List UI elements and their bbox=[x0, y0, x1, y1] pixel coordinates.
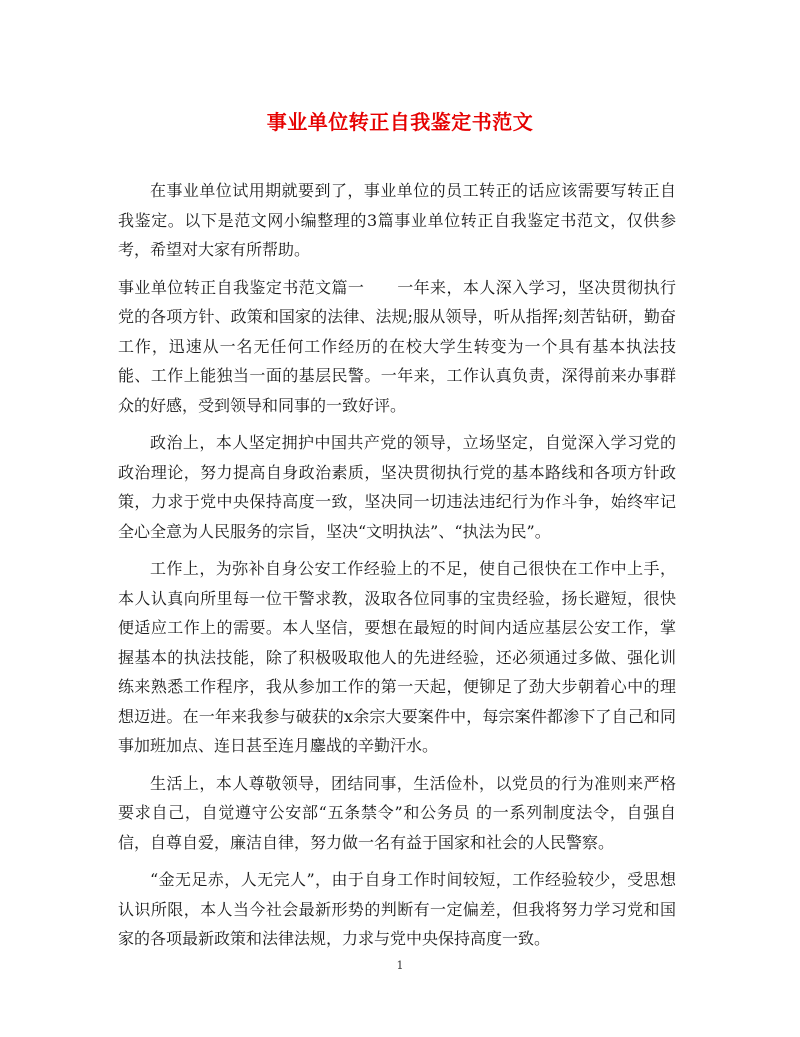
intro-paragraph: 在事业单位试用期就要到了，事业单位的员工转正的话应该需要写转正自我鉴定。以下是范文网小编整理的3篇事业单位转正自我鉴定书范文，仅供参考，希望对大家有所帮助。 bbox=[118, 181, 676, 259]
document-title: 事业单位转正自我鉴定书范文 bbox=[266, 110, 534, 134]
page-number: 1 bbox=[396, 959, 404, 972]
politics-paragraph: 政治上，本人坚定拥护中国共产党的领导，立场坚定，自觉深入学习党的政治理论，努力提高自身政治素质，坚决贯彻执行党的基本路线和各项方针政策，力求于党中央保持高度一致，坚决同一切违法违纪行为作斗争，始终牢记全心全意为人民服务的宗旨，坚决“文明执法”、“执法为民”。 bbox=[118, 433, 676, 541]
document-body bbox=[118, 176, 676, 954]
life-paragraph: 生活上，本人尊敬领导，团结同事，生活俭朴，以党员的行为准则来严格要求自己，自觉遵守公安部“五条禁令”和公务员 的一系列制度法令，自强自信，自尊自爱，廉洁自律，努力做一名有益于国家和社会的人民警察。 bbox=[118, 773, 676, 852]
section-one-paragraph: 事业单位转正自我鉴定书范文篇一 一年来，本人深入学习，坚决贯彻执行党的各项方针、政策和国家的法律、法规;服从领导，听从指挥;刻苦钻研，勤奋工作，迅速从一名无任何工作经历的在校大学生转变为一个具有基本执法技能、工作上能独当一面的基层民警。一年来，工作认真负责，深得前来办事群众的好感，受到领导和同事的一致好评。 bbox=[118, 277, 676, 415]
closing-paragraph: “金无足赤，人无完人”，由于自身工作时间较短，工作经验较少，受思想认识所限，本人当今社会最新形势的判断有一定偏差，但我将努力学习党和国家的各项最新政策和法律法规，力求与党中央保持高度一致。 bbox=[118, 870, 676, 948]
work-paragraph: 工作上，为弥补自身公安工作经验上的不足，使自己很快在工作中上手，本人认真向所里每一位干警求教，汲取各位同事的宝贵经验，扬长避短，很快便适应工作上的需要。本人坚信，要想在最短的时间内适应基层公安工作，掌握基本的执法技能，除了积极吸取他人的先进经验，还必须通过多做、强化训练来熟悉工作程序，我从参加工作的第一天起，便铆足了劲大步朝着心中的理想迈进。在一年来我参与破获的x余宗大要案件中，每宗案件都渗下了自己和同事加班加点、连日甚至连月鏖战的辛勤汗水。 bbox=[118, 559, 676, 755]
